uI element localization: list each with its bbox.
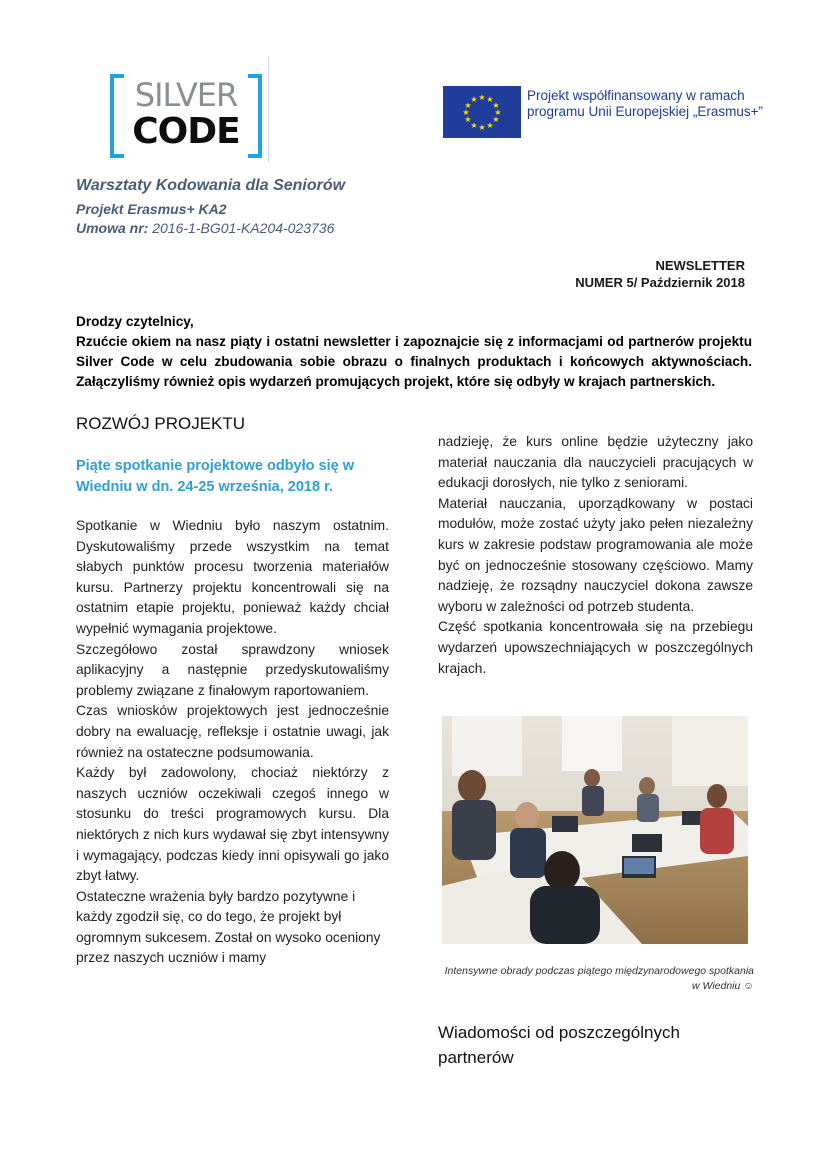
meeting-photo-illustration: [442, 716, 748, 944]
svg-text:★: ★: [492, 115, 500, 124]
right-paragraph-2: Materiał nauczania, uporządkowany w postaci modułów, może zostać użyty jako pełen niezależny kurs w zakresie podstaw programowania ale może być on jednocześnie stosowany częściowo. Mamy nadzieję, że rozsądny nauczyciel dokona zawsze wyboru w zależności od potrzeb studenta.: [438, 495, 753, 614]
left-paragraph-4: Każdy był zadowolony, chociaż niektórzy z naszych uczniów oczekiwali czegoś innego w stosunku do treści programowych kursu. Dla niektórych z nich kurs wydawał się zbyt intensywny i wymagający, podczas kiedy inni opisywali go jako zbyt łatwy.: [76, 765, 389, 884]
logo-divider: [268, 56, 269, 162]
svg-text:★: ★: [470, 121, 478, 130]
newsletter-label: NEWSLETTER: [655, 258, 745, 273]
project-subtitle: Projekt Erasmus+ KA2: [76, 201, 227, 217]
photo-caption: Intensywne obrady podczas piątego międzynarodowego spotkania w Wiedniu ☺: [444, 965, 754, 992]
svg-text:★: ★: [494, 108, 502, 117]
contract-label: Umowa nr:: [76, 220, 149, 236]
silver-code-logo: [110, 68, 262, 160]
svg-text:★: ★: [478, 123, 486, 132]
section-heading: ROZWÓJ PROJEKTU: [76, 414, 246, 433]
right-column: [438, 432, 753, 679]
svg-text:★: ★: [470, 95, 478, 104]
svg-text:★: ★: [492, 101, 500, 110]
left-paragraph-5: Ostateczne wrażenia były bardzo pozytywne i każdy zgodził się, co do tego, że projekt był ogromnym sukcesem. Został on wysoko oceniony przez naszych uczniów i mamy: [76, 888, 381, 966]
intro-block: [76, 312, 752, 392]
svg-text:★: ★: [462, 108, 470, 117]
intro-greeting: Drodzy czytelnicy,: [76, 314, 194, 329]
partners-heading: Wiadomości od poszczególnych partnerów: [438, 1023, 680, 1067]
meeting-photo: [442, 716, 748, 944]
left-column: [76, 516, 389, 969]
svg-text:★: ★: [478, 93, 486, 102]
logo-left-bracket: [110, 74, 124, 158]
section-subheading: Piąte spotkanie projektowe odbyło się w Wiedniu w dn. 24-25 września, 2018 r.: [76, 458, 354, 495]
intro-line-2: Silver Code w celu zbudowania sobie obrazu o finalnych produktach i końcowych aktywnościach.: [76, 354, 752, 369]
logo-silver-text: SILVER: [134, 76, 238, 114]
svg-text:★: ★: [464, 115, 472, 124]
intro-line-3: Załączyliśmy również opis wydarzeń promujących projekt, które się odbyły w krajach partnerskich.: [76, 374, 716, 389]
svg-text:★: ★: [486, 121, 494, 130]
project-contract: [76, 220, 334, 236]
contract-number: 2016-1-BG01-KA204-023736: [152, 220, 335, 236]
project-title: Warsztaty Kodowania dla Seniorów: [76, 177, 346, 194]
newsletter-issue: NUMER 5/ Październik 2018: [575, 275, 745, 290]
intro-line-1: Rzućcie okiem na nasz piąty i ostatni newsletter i zapoznajcie się z informacjami od partnerów projektu: [76, 334, 752, 349]
svg-text:★: ★: [464, 101, 472, 110]
left-paragraph-3: Czas wniosków projektowych jest jednocześnie dobry na ewaluację, refleksje i ostatnie uwagi, jak również na ostateczne podsumowania.: [76, 703, 389, 760]
right-paragraph-1: nadzieję, że kurs online będzie użyteczny jako materiał nauczania dla nauczycieli pracujących w edukacji dorosłych, nie tylko z seniorami.: [438, 434, 753, 491]
eu-funding-text: Projekt współfinansowany w ramach programu Unii Europejskiej „Erasmus+”: [527, 88, 763, 119]
logo-code-text: CODE: [132, 111, 240, 152]
logo-right-bracket: [248, 74, 262, 158]
eu-flag-icon: [443, 86, 521, 138]
eu-stars: [443, 86, 521, 138]
svg-text:★: ★: [486, 95, 494, 104]
left-paragraph-1: Spotkanie w Wiedniu było naszym ostatnim. Dyskutowaliśmy przede wszystkim na temat słabych punktów procesu tworzenia materiałów kursu. Partnerzy projektu koncentrowali się na ostatnim etapie projektu, ponieważ każdy chciał wypełnić wymagania projektowe.: [76, 518, 389, 636]
right-paragraph-3: Część spotkania koncentrowała się na przebiegu wydarzeń upowszechniających w poszczególnych krajach.: [438, 619, 753, 676]
left-paragraph-2: Szczegółowo został sprawdzony wniosek aplikacyjny a następnie przedyskutowaliśmy problemy związane z finałowym raportowaniem.: [76, 641, 389, 698]
